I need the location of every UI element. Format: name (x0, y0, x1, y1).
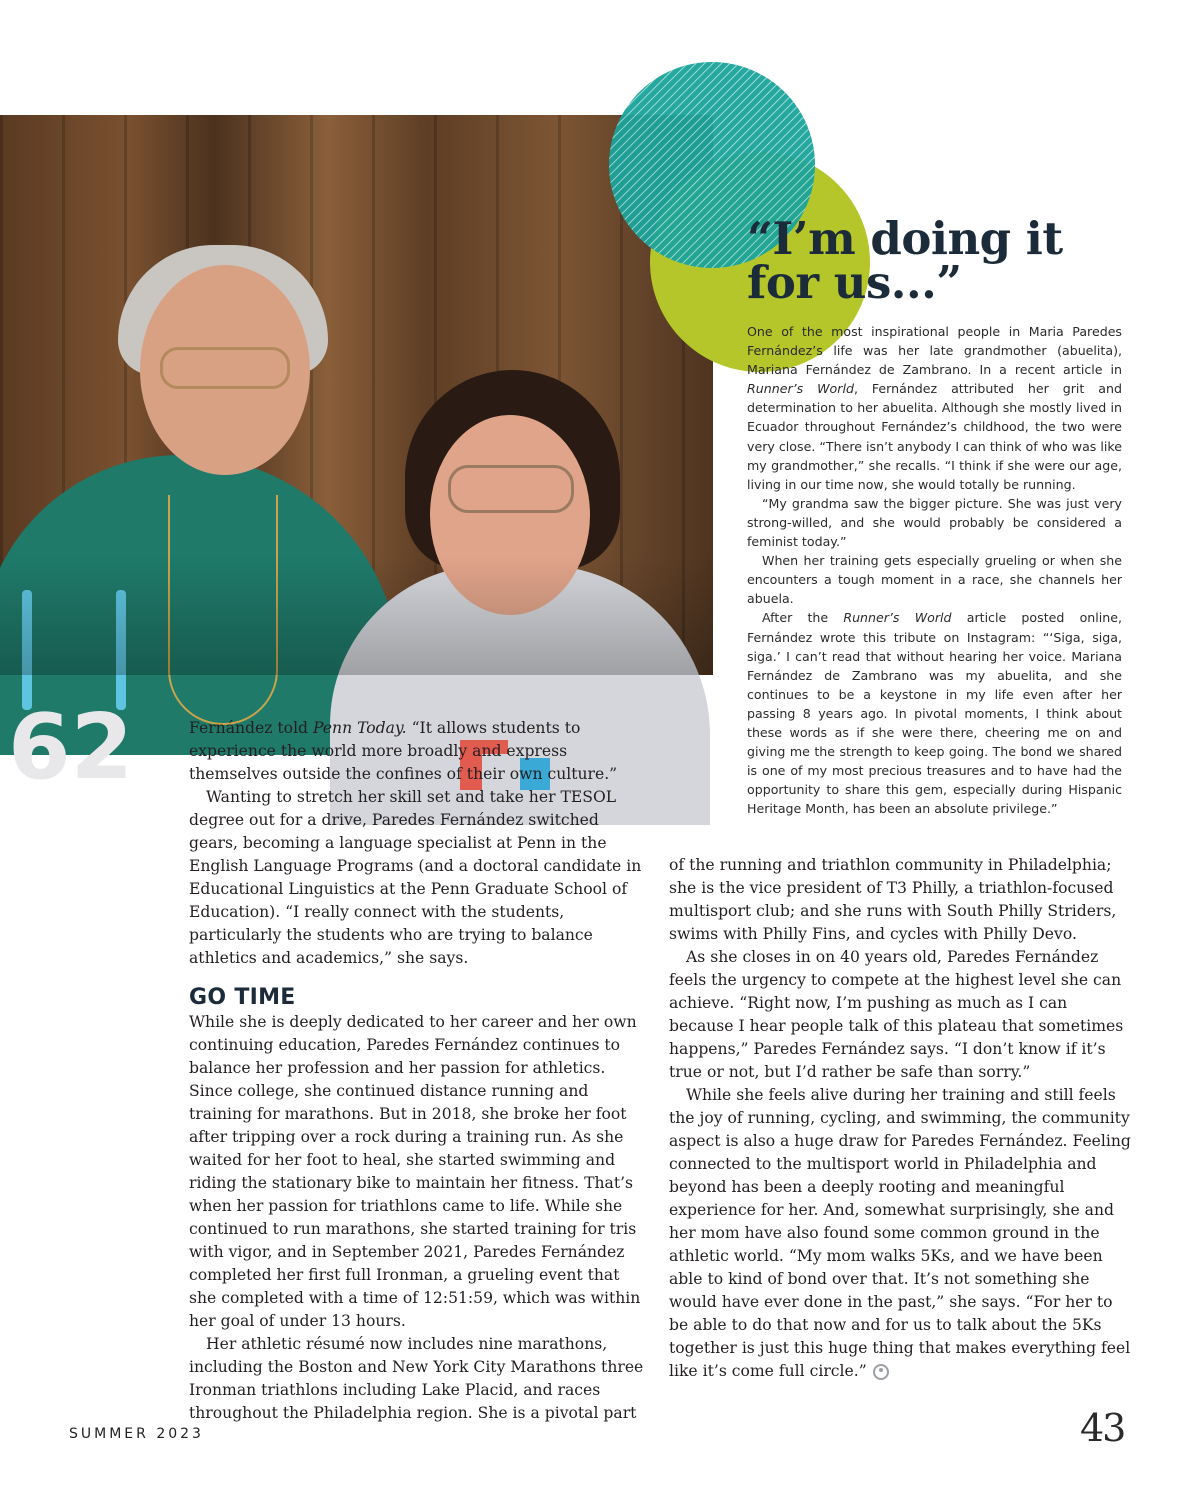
end-of-story-icon (873, 1364, 889, 1380)
body-column-left (189, 717, 644, 1425)
sidebar-paragraph: When her training gets especially grueling or when she encounters a tough moment in a race, she channels her abuela. (747, 553, 1122, 607)
body-column-right (669, 854, 1131, 1383)
section-heading: GO TIME (189, 985, 296, 1010)
decorative-circles (600, 40, 920, 370)
sidebar-paragraph: One of the most inspirational people in Maria Paredes Fernández’s life was her late grandmother (abuelita), Mariana Fernández de Zambrano. In a recent article in Runner’s World, Fernández attributed her grit and determination to her abuelita. Although she mostly lived in Ecuador throughout Fernández’s childhood, the two were very close. “There isn’t anybody I can think of who was like my grandmother,” she recalls. “I think if she were our age, living in our time now, she would totally be running. (747, 324, 1122, 492)
page-number: 43 (1080, 1406, 1125, 1450)
sidebar-paragraph: After the Runner’s World article posted online, Fernández wrote this tribute on Instagram: “‘Siga, siga, siga.’ I can’t read that without hearing her voice. Mariana Fernández de Zambrano was my abuelita, and she continues to be a keystone in my life even after her passing 8 years ago. In pivotal moments, I think about these words as if she were there, cheering me on and giving me the strength to keep going. The bond we shared is one of my most precious treasures and to have had the opportunity to share this gem, especially during Hispanic Heritage Month, has been an absolute privilege.” (747, 610, 1122, 817)
body-paragraph: of the running and triathlon community in Philadelphia; she is the vice president of T3 Philly, a triathlon-focused multisport club; and she runs with South Philly Striders, swims with Philly Fins, and cycles with Philly Devo. (669, 856, 1117, 943)
pull-quote-line: for us...” (747, 256, 962, 309)
sidebar-paragraph: “My grandma saw the bigger picture. She was just very strong-willed, and she would probably be considered a feminist today.” (747, 495, 1122, 550)
cake-number-candle: 62 (8, 695, 134, 800)
body-paragraph: While she is deeply dedicated to her career and her own continuing education, Paredes Fernández continues to balance her profession and her passion for athletics. Since college, she continued distance running and training for marathons. But in 2018, she broke her foot after tripping over a rock during a training run. As she waited for her foot to heal, she started swimming and riding the stationary bike to maintain her fitness. That’s when her passion for triathlons came to life. While she continued to run marathons, she started training for tris with vigor, and in September 2021, Paredes Fernández completed her first full Ironman, a grueling event that she completed with a time of 12:51:59, which was within her goal of under 13 hours. (189, 1013, 641, 1330)
girl-glasses (448, 465, 574, 513)
body-paragraph: Her athletic résumé now includes nine marathons, including the Boston and New York City Marathons three Ironman triathlons including Lake Placid, and races throughout the Philadelphia region. She is a pivotal part (189, 1335, 644, 1422)
body-paragraph: Wanting to stretch her skill set and take her TESOL degree out for a drive, Paredes Fernández switched gears, becoming a language specialist at Penn in the English Language Programs (and a doctoral candidate in Educational Linguistics at the Penn Graduate School of Education). “I really connect with the students, particularly the students who are trying to balance athletics and academics,” she says. (189, 788, 642, 967)
grandmother-glasses (160, 347, 290, 389)
issue-label: SUMMER 2023 (69, 1426, 204, 1442)
pull-quote (747, 212, 1147, 309)
pull-quote-line: “I’m doing it (747, 212, 1063, 265)
body-paragraph: Fernández told Penn Today. “It allows students to experience the world more broadly and express themselves outside the confines of their own culture.” (189, 719, 618, 783)
photo-shadow (0, 555, 713, 675)
body-paragraph: As she closes in on 40 years old, Paredes Fernández feels the urgency to compete at the highest level she can achieve. “Right now, I’m pushing as much as I can because I hear people talk of this plateau that sometimes happens,” Paredes Fernández says. “I don’t know if it’s true or not, but I’d rather be safe than sorry.” (669, 948, 1124, 1081)
sidebar-story (747, 322, 1122, 818)
body-paragraph: While she feels alive during her training and still feels the joy of running, cycling, and swimming, the community aspect is also a huge draw for Paredes Fernández. Feeling connected to the multisport world in Philadelphia and beyond has been a deeply rooting and meaningful experience for her. And, somewhat surprisingly, she and her mom have also found some common ground in the athletic world. “My mom walks 5Ks, and we have been able to kind of bond over that. It’s not something she would have ever done in the past,” she says. “For her to be able to do that now and for us to talk about the 5Ks together is just this huge thing that makes everything feel like it’s come full circle.” (669, 1086, 1131, 1380)
